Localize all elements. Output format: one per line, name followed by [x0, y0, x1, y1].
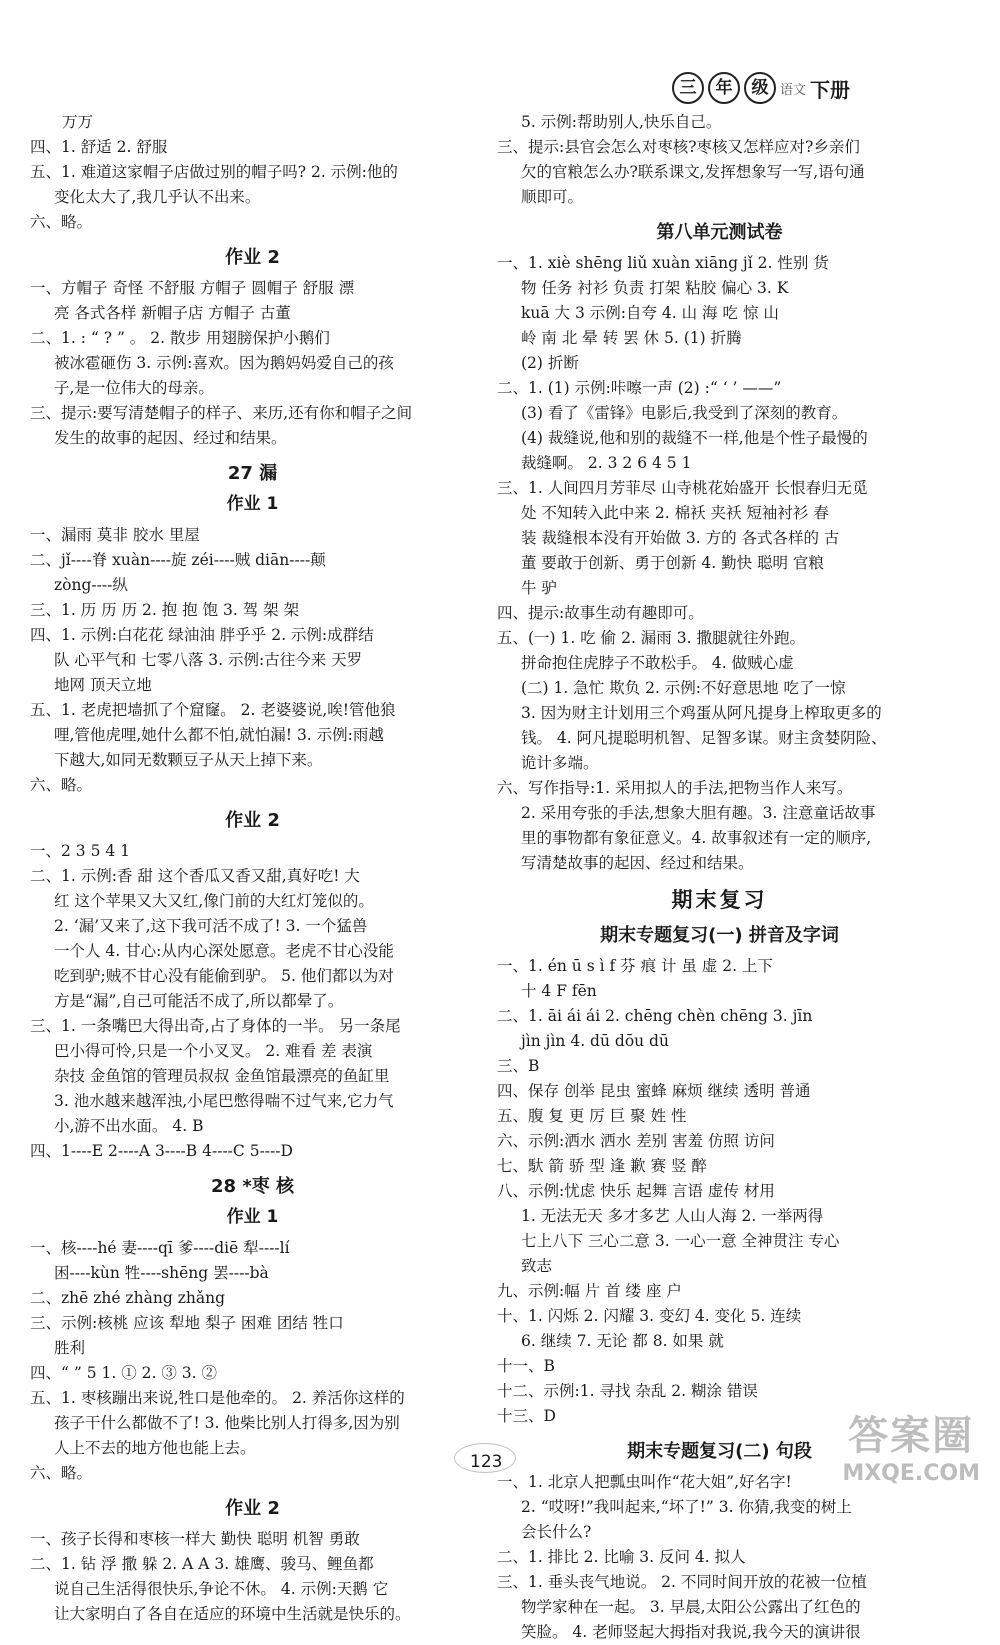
header-volume: 下册 [810, 77, 850, 102]
answer-line: 让大家明白了各自在适应的环境中生活就是快乐的。 [54, 1605, 411, 1623]
answer-line: 五、1. 老虎把墙抓了个窟窿。 2. 老婆婆说,唉!管他狼 [30, 701, 396, 719]
section-heading: 期末专题复习(一) 拼音及字词 [600, 925, 839, 946]
answer-line: zòng----纵 [54, 576, 128, 594]
header-grade-char-3: 级 [744, 72, 776, 104]
answer-line: 五、1. 枣核蹦出来说,牲口是他牵的。 2. 养活你这样的 [30, 1389, 405, 1407]
answer-line: 四、1. 舒适 2. 舒服 [30, 138, 168, 156]
answer-line: 董 要敢于创新、勇于创新 4. 勤快 聪明 官粮 [521, 554, 824, 572]
answer-line: 一、孩子长得和枣核一样大 勤快 聪明 机智 勇敢 [30, 1530, 360, 1548]
answer-line: 四、1----E 2----A 3----B 4----C 5----D [30, 1142, 293, 1160]
answer-line: 四、提示:故事生动有趣即可。 [497, 604, 704, 622]
answer-line: 拼命抱住虎脖子不敢松手。 4. 做贼心虚 [521, 654, 794, 672]
answer-line: 十一、B [497, 1357, 555, 1375]
answer-line: 孩子干什么都做不了! 3. 他柴比别人打得多,因为别 [54, 1414, 400, 1432]
answer-line: 六、略。 [30, 213, 93, 231]
answer-line: 3. 因为财主计划用三个鸡蛋从阿凡提身上榨取更多的 [521, 704, 882, 722]
section-heading: 作业 2 [225, 1498, 280, 1519]
answer-line: 二、jǐ----脊 xuàn----旋 zéi----贼 diān----颠 [30, 551, 326, 569]
section-heading: 期末专题复习(二) 句段 [627, 1441, 812, 1462]
answer-line: 顺即可。 [521, 188, 584, 206]
answer-line: 岭 南 北 晕 转 罢 休 5. (1) 折腾 [521, 329, 742, 347]
answer-line: 三、B [497, 1057, 540, 1075]
answer-line: 被冰雹砸伤 3. 示例:喜欢。因为鹅妈妈爱自己的孩 [54, 354, 394, 372]
answer-line: 困----kùn 牲----shēng 罢----bà [54, 1264, 269, 1282]
answer-line: 装 裁缝根本没有开始做 3. 方的 各式各样的 古 [521, 529, 840, 547]
answer-line: 五、腹 复 更 厉 巨 聚 姓 性 [497, 1107, 687, 1125]
answer-line: 一、方帽子 奇怪 不舒服 方帽子 圆帽子 舒服 漂 [30, 279, 355, 297]
section-heading: 作业 1 [226, 1207, 279, 1227]
section-heading: 作业 2 [225, 247, 280, 268]
answer-line: 子,是一位伟大的母亲。 [54, 379, 214, 397]
header-grade-char-2: 年 [708, 72, 740, 104]
answer-line: 发生的故事的起因、经过和结果。 [54, 429, 287, 447]
answer-line: 哩,管他虎哩,她什么都不怕,就怕漏! 3. 示例:雨越 [54, 726, 384, 744]
answer-line: 处 不知转入此中来 2. 棉袄 夹袄 短袖衬衫 春 [521, 504, 829, 522]
answer-line: 一、1. 北京人把瓢虫叫作“花大姐”,好名字! [497, 1473, 792, 1491]
section-heading: 27 漏 [227, 463, 278, 484]
answer-line: 十二、示例:1. 寻找 杂乱 2. 糊涂 错误 [497, 1382, 758, 1400]
answer-line: (4) 裁缝说,他和别的裁缝不一样,他是个性子最慢的 [521, 429, 868, 447]
answer-line: 红 这个苹果又大又红,像门前的大红灯笼似的。 [54, 892, 374, 910]
answer-line: 1. 无法无天 多才多艺 人山人海 2. 一举两得 [521, 1207, 824, 1225]
watermark [842, 1404, 980, 1486]
answer-line: (2) 折断 [521, 354, 579, 372]
answer-line: 物 任务 衬衫 负责 打架 粘胶 偏心 3. K [521, 279, 789, 297]
answer-line: 写清楚故事的起因、经过和结果。 [521, 854, 754, 872]
answer-line: 三、提示:要写清楚帽子的样子、来历,还有你和帽子之间 [30, 404, 413, 422]
answer-line: 十三、D [497, 1407, 556, 1425]
answer-line: (二) 1. 急忙 欺负 2. 示例:不好意思地 吃了一惊 [521, 679, 846, 697]
answer-line: 会长什么? [521, 1523, 592, 1541]
answer-line: 致志 [521, 1257, 553, 1275]
watermark-url: MXQE.COM [842, 1461, 980, 1486]
answer-line: 一、2 3 5 4 1 [30, 842, 131, 860]
answer-line: 2. “哎呀!”我叫起来,“坏了!” 3. 你猜,我变的树上 [521, 1498, 852, 1516]
answer-line: 三、1. 一条嘴巴大得出奇,占了身体的一半。 另一条尾 [30, 1017, 401, 1035]
answer-line: 小,游不出水面。 4. B [54, 1117, 204, 1135]
answer-line: 二、1. āi ái ái 2. chēng chèn chēng 3. jīn [497, 1007, 813, 1025]
answer-line: 四、“ ” 5 1. ① 2. ③ 3. ② [30, 1364, 217, 1382]
answer-line: 地网 顶天立地 [54, 676, 152, 694]
answer-line: 四、保存 创举 昆虫 蜜蜂 麻烦 继续 透明 普通 [497, 1082, 811, 1100]
answer-line: 一、1. xiè shēng liǔ xuàn xiāng jǐ 2. 性别 货 [497, 254, 829, 272]
answer-line: 2. 采用夸张的手法,想象大胆有趣。3. 注意童话故事 [521, 804, 876, 822]
answer-line: (3) 看了《雷锋》电影后,我受到了深刻的教育。 [521, 404, 848, 422]
header-subject: 语文 [779, 82, 806, 98]
answer-line: 诡计多端。 [521, 754, 599, 772]
section-heading: 作业 2 [225, 810, 280, 831]
answer-line: 巴小得可怜,只是一个小叉叉。 2. 难看 差 表演 [54, 1042, 373, 1060]
answer-line: 三、1. 人间四月芳菲尽 山寺桃花始盛开 长恨春归无觅 [497, 479, 868, 497]
answer-line: 5. 示例:帮助别人,快乐自己。 [521, 113, 722, 131]
answer-line: 一、1. én ū s ì f 芬 痕 计 虽 虚 2. 上下 [497, 957, 773, 975]
answer-line: 三、1. 历 历 历 2. 抱 抱 饱 3. 驾 架 架 [30, 601, 300, 619]
answer-line: 人上不去的地方他也能上去。 [54, 1439, 256, 1457]
header-grade-char-1: 三 [672, 72, 704, 104]
answer-line: 方是“漏”,自己可能活不成了,所以都晕了。 [54, 992, 344, 1010]
answer-line: 五、(一) 1. 吃 偷 2. 漏雨 3. 撒腿就往外跑。 [497, 629, 805, 647]
answer-line: 欠的官粮怎么办?联系课文,发挥想象写一写,语句通 [521, 163, 865, 181]
answer-line: 二、1. : “ ? ” 。 2. 散步 用翅膀保护小鹅们 [30, 329, 330, 347]
answer-line: 六、示例:洒水 洒水 差别 害羞 仿照 访问 [497, 1132, 775, 1150]
section-heading: 期末复习 [671, 888, 768, 912]
answer-line: 万万 [62, 113, 94, 131]
answer-line: 三、示例:核桃 应该 犁地 梨子 困难 团结 牲口 [30, 1314, 344, 1332]
answer-line: 吃到驴;贼不甘心没有能偷到驴。 5. 他们都以为对 [54, 967, 394, 985]
answer-line: 一个人 4. 甘心:从内心深处愿意。老虎不甘心没能 [54, 942, 394, 960]
answer-line: 十 4 F fēn [521, 982, 597, 1000]
answer-line: 一、核----hé 妻----qī 爹----diē 犁----lí [30, 1239, 290, 1257]
answer-line: 3. 池水越来越浑浊,小尾巴憋得喘不过气来,它力气 [54, 1092, 394, 1110]
answer-line: 八、示例:忧虑 快乐 起舞 言语 虚传 材用 [497, 1182, 775, 1200]
answer-line: 六、写作指导:1. 采用拟人的手法,把物当作人来写。 [497, 779, 853, 797]
answer-line: 九、示例:幅 片 首 缕 座 户 [497, 1282, 682, 1300]
watermark-logo: 答案圈 [848, 1413, 975, 1459]
answer-line: 变化太大了,我几乎认不出来。 [54, 188, 261, 206]
answer-line: 胜利 [54, 1339, 86, 1357]
answer-line: 6. 继续 7. 无论 都 8. 如果 就 [521, 1332, 724, 1350]
answer-line: 杂技 金鱼馆的管理员叔叔 金鱼馆最漂亮的鱼缸里 [54, 1067, 390, 1085]
answer-line: 亮 各式各样 新帽子店 方帽子 古董 [54, 304, 291, 322]
answer-line: 五、1. 难道这家帽子店做过别的帽子吗? 2. 示例:他的 [30, 163, 398, 181]
answer-line: 六、略。 [30, 776, 93, 794]
answer-line: 七、馱 箭 骄 型 逢 歉 赛 竖 醉 [497, 1157, 707, 1175]
section-heading: 28 *枣 核 [211, 1176, 294, 1197]
answer-line: 里的事物都有象征意义。4. 故事叙述有一定的顺序, [521, 829, 872, 847]
answer-line: 三、提示:县官会怎么对枣核?枣核又怎样应对?乡亲们 [497, 138, 860, 156]
answer-line: 2. ‘漏’又来了,这下我可活不成了! 3. 一个猛兽 [54, 917, 368, 935]
page-number: 123 [470, 1452, 503, 1472]
answer-line: 物学家种在一起。 3. 早晨,太阳公公露出了红色的 [521, 1598, 861, 1616]
page-header [672, 72, 850, 104]
answer-line: 裁缝啊。 2. 3 2 6 4 5 1 [521, 454, 692, 472]
answer-line: kuā 大 3 示例:自夸 4. 山 海 吃 惊 山 [521, 304, 779, 322]
answer-line: 钱。 4. 阿凡提聪明机智、足智多谋。财主贪婪阴险、 [521, 729, 887, 747]
answer-line: 牛 驴 [521, 579, 557, 597]
answer-line: 二、1. 排比 2. 比喻 3. 反问 4. 拟人 [497, 1548, 746, 1566]
answer-line: 四、1. 示例:白花花 绿油油 胖乎乎 2. 示例:成群结 [30, 626, 374, 644]
answer-line: 二、1. (1) 示例:咔嚓一声 (2) :“ ‘ ’ ——” [497, 379, 782, 397]
answer-line: 六、略。 [30, 1464, 93, 1482]
answer-line: 二、1. 示例:香 甜 这个香瓜又香又甜,真好吃! 大 [30, 867, 360, 885]
answer-line: 十、1. 闪烁 2. 闪耀 3. 变幻 4. 变化 5. 连续 [497, 1307, 802, 1325]
answer-line: 笑脸。 4. 老师竖起大拇指对我说,我今天的演讲很 [521, 1623, 861, 1641]
answer-line: 七上八下 三心二意 3. 一心一意 全神贯注 专心 [521, 1232, 840, 1250]
answer-line: 三、1. 垂头丧气地说。 2. 不同时间开放的花被一位植 [497, 1573, 867, 1591]
left-column [30, 110, 475, 1627]
answer-line: 一、漏雨 莫非 胶水 里屋 [30, 526, 200, 544]
section-heading: 作业 1 [226, 494, 279, 514]
answer-line: 二、zhē zhé zhàng zhǎng [30, 1289, 226, 1307]
answer-line: jìn jìn 4. dū dōu dū [521, 1032, 669, 1050]
answer-line: 队 心平气和 七零八落 3. 示例:古往今来 天罗 [54, 651, 363, 669]
answer-line: 二、1. 钻 浮 撒 躲 2. A A 3. 雄鹰、骏马、鲤鱼都 [30, 1555, 374, 1573]
answer-line: 说自己生活得很快乐,争论不休。 4. 示例:天鹅 它 [54, 1580, 389, 1598]
answer-line: 下越大,如同无数颗豆子从天上掉下来。 [54, 751, 323, 769]
section-heading: 第八单元测试卷 [656, 222, 783, 243]
